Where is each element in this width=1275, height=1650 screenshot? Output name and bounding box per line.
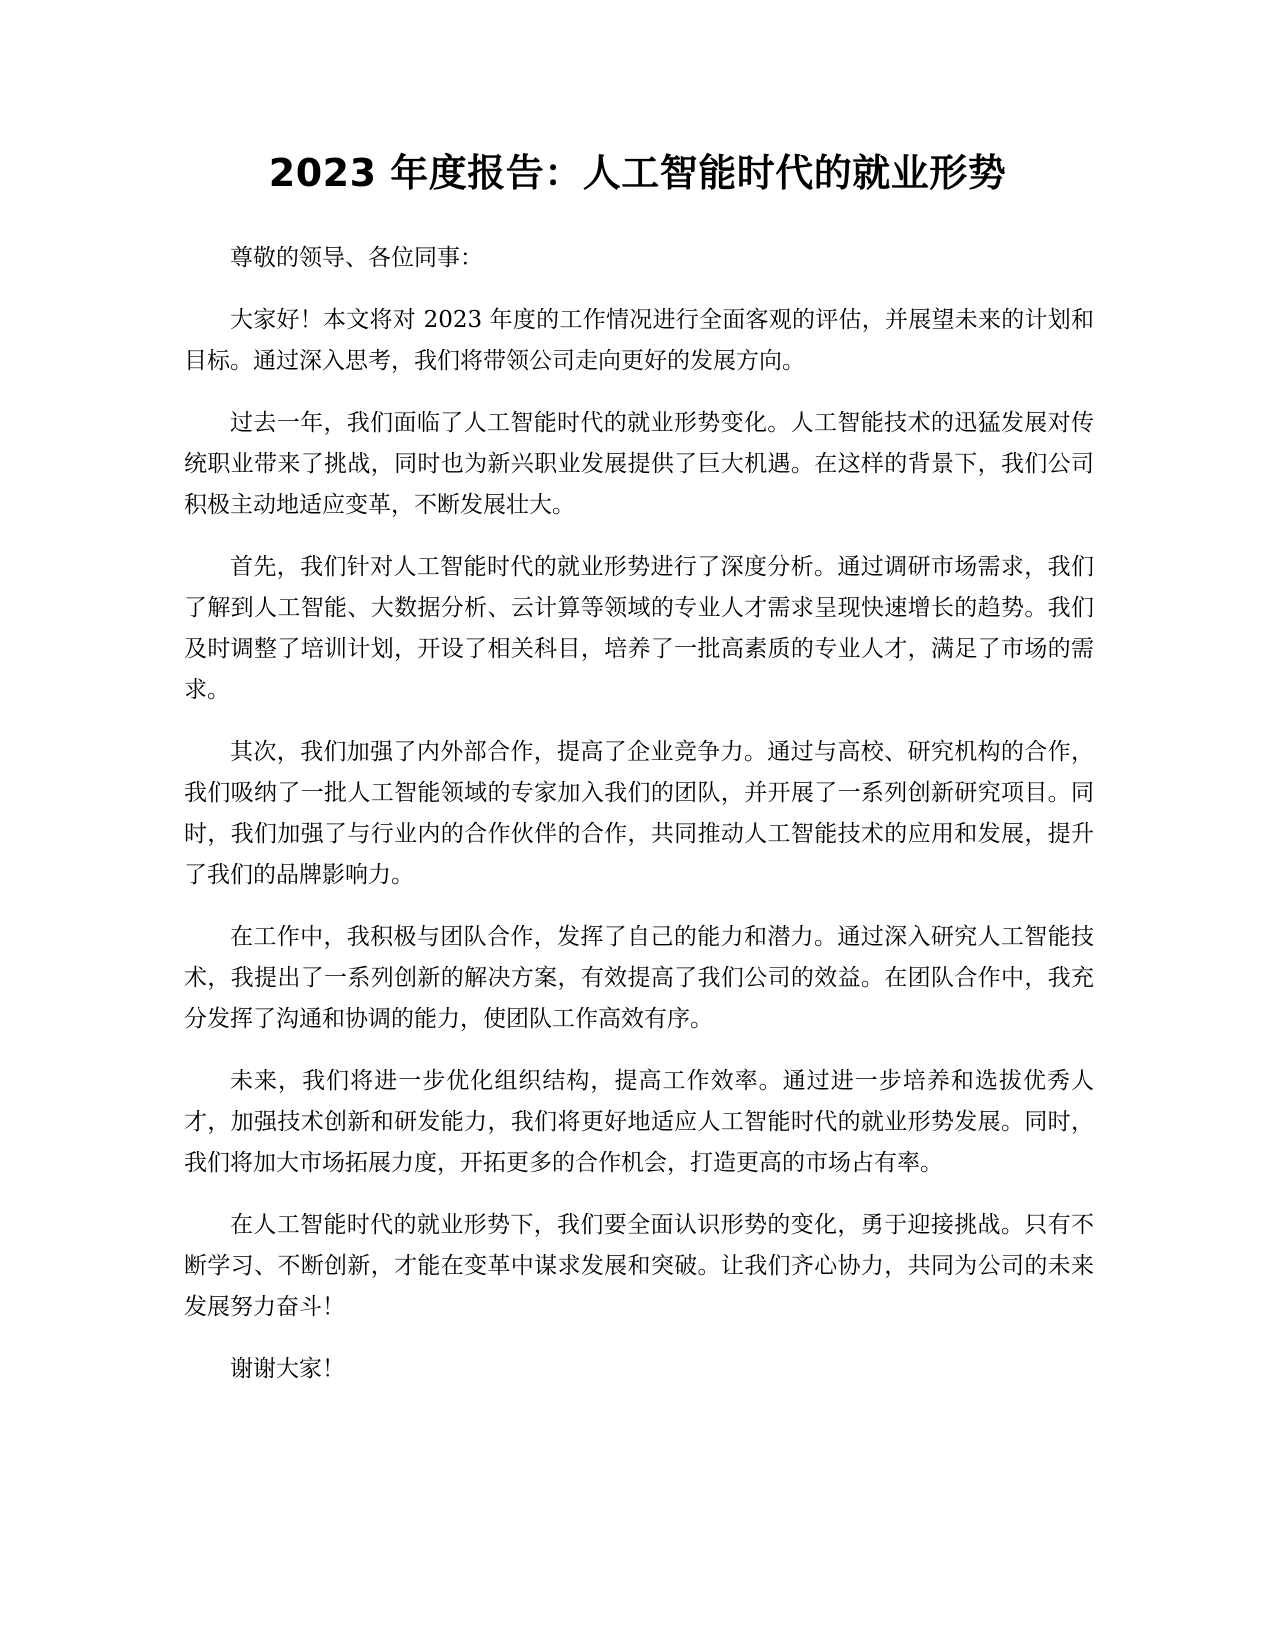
document-title: 2023 年度报告：人工智能时代的就业形势 bbox=[268, 151, 1007, 195]
closing-thanks: 谢谢大家！ bbox=[230, 1356, 345, 1382]
paragraph-personal-work: 在工作中，我积极与团队合作，发挥了自己的能力和潜力。通过深入研究人工智能技术，我提出了一系列创新的解决方案，有效提高了我们公司的效益。在团队合作中，我充分发挥了沟通和协调的能力，使团队工作高效有序。 bbox=[184, 924, 1094, 1032]
paragraph-first: 首先，我们针对人工智能时代的就业形势进行了深度分析。通过调研市场需求，我们了解到人工智能、大数据分析、云计算等领域的专业人才需求呈现快速增长的趋势。我们及时调整了培训计划，开设了相关科目，培养了一批高素质的专业人才，满足了市场的需求。 bbox=[184, 554, 1094, 703]
paragraph-future: 未来，我们将进一步优化组织结构，提高工作效率。通过进一步培养和选拔优秀人才，加强技术创新和研发能力，我们将更好地适应人工智能时代的就业形势发展。同时，我们将加大市场拓展力度，开拓更多的合作机会，打造更高的市场占有率。 bbox=[184, 1068, 1094, 1176]
document-body bbox=[184, 238, 1094, 1411]
paragraph-intro: 大家好！本文将对 2023 年度的工作情况进行全面客观的评估，并展望未来的计划和目标。通过深入思考，我们将带领公司走向更好的发展方向。 bbox=[184, 307, 1094, 374]
paragraph-second: 其次，我们加强了内外部合作，提高了企业竞争力。通过与高校、研究机构的合作，我们吸纳了一批人工智能领域的专家加入我们的团队，并开展了一系列创新研究项目。同时，我们加强了与行业内的合作伙伴的合作，共同推动人工智能技术的应用和发展，提升了我们的品牌影响力。 bbox=[184, 739, 1094, 888]
salutation: 尊敬的领导、各位同事： bbox=[230, 245, 483, 271]
paragraph-conclusion: 在人工智能时代的就业形势下，我们要全面认识形势的变化，勇于迎接挑战。只有不断学习、不断创新，才能在变革中谋求发展和突破。让我们齐心协力，共同为公司的未来发展努力奋斗！ bbox=[184, 1212, 1094, 1320]
paragraph-past-year: 过去一年，我们面临了人工智能时代的就业形势变化。人工智能技术的迅猛发展对传统职业带来了挑战，同时也为新兴职业发展提供了巨大机遇。在这样的背景下，我们公司积极主动地适应变革，不断发展壮大。 bbox=[184, 410, 1094, 518]
